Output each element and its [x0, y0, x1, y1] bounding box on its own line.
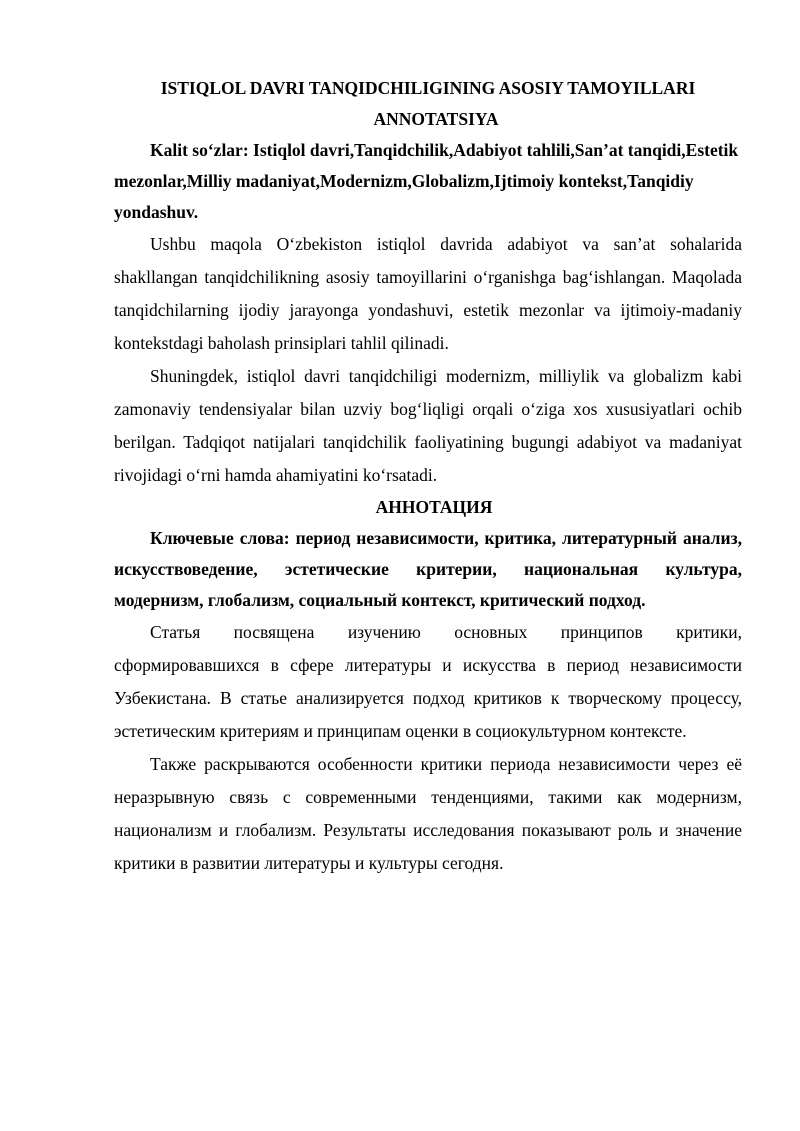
- keywords-label-uz: Kalit so‘zlar:: [150, 140, 249, 160]
- abstract-paragraph-ru-1: Статья посвящена изучению основных принципов критики, сформировавшихся в сфере литературы и искусства в период независимости Узбекистана. В статье анализируется подход критиков к творческому процессу, эстетическим критериям и принципам оценки в социокультурном контексте.: [114, 622, 742, 741]
- abstract-paragraph-ru-2: Также раскрываются особенности критики периода независимости через её неразрывную связь с современными тенденциями, такими как модернизм, национализм и глобализм. Результаты исследования показывают роль и значение критики в развитии литературы и культуры сегодня.: [114, 754, 742, 873]
- annotation-heading-ru: АННОТАЦИЯ: [375, 497, 493, 517]
- annotation-heading-uz: ANNOTATSIYA: [373, 109, 499, 129]
- document-body: [114, 73, 742, 880]
- keywords-list-uz: Istiqlol davri,Tanqidchilik,Adabiyot tahlili,San’at tanqidi,Estetik mezonlar,Milliy madaniyat,Modernizm,Globalizm,Ijtimoiy kontekst,Tanqidiy yondashuv.: [114, 140, 739, 222]
- document-title: ISTIQLOL DAVRI TANQIDCHILIGINING ASOSIY TAMOYILLARI: [160, 78, 696, 98]
- abstract-paragraph-uz-1: Ushbu maqola O‘zbekiston istiqlol davrida adabiyot va san’at sohalarida shakllangan tanqidchilikning asosiy tamoyillarini o‘rganishga bag‘ishlangan. Maqolada tanqidchilarning ijodiy jarayonga yondashuvi, estetik mezonlar va ijtimoiy-madaniy kontekstdagi baholash prinsiplari tahlil qilinadi.: [114, 234, 742, 353]
- keywords-uz: [114, 135, 742, 228]
- keywords-ru: Ключевые слова: период независимости, критика, литературный анализ, искусствоведение, эстетические критерии, национальная культура, модернизм, глобализм, социальный контекст, критический подход.: [114, 528, 742, 610]
- abstract-paragraph-uz-2: Shuningdek, istiqlol davri tanqidchiligi modernizm, milliylik va globalizm kabi zamonaviy tendensiyalar bilan uzviy bog‘liqligi orqali o‘ziga xos xususiyatlari ochib berilgan. Tadqiqot natijalari tanqidchilik faoliyatining bugungi adabiyot va madaniyat rivojidagi o‘rni hamda ahamiyatini ko‘rsatadi.: [114, 366, 742, 485]
